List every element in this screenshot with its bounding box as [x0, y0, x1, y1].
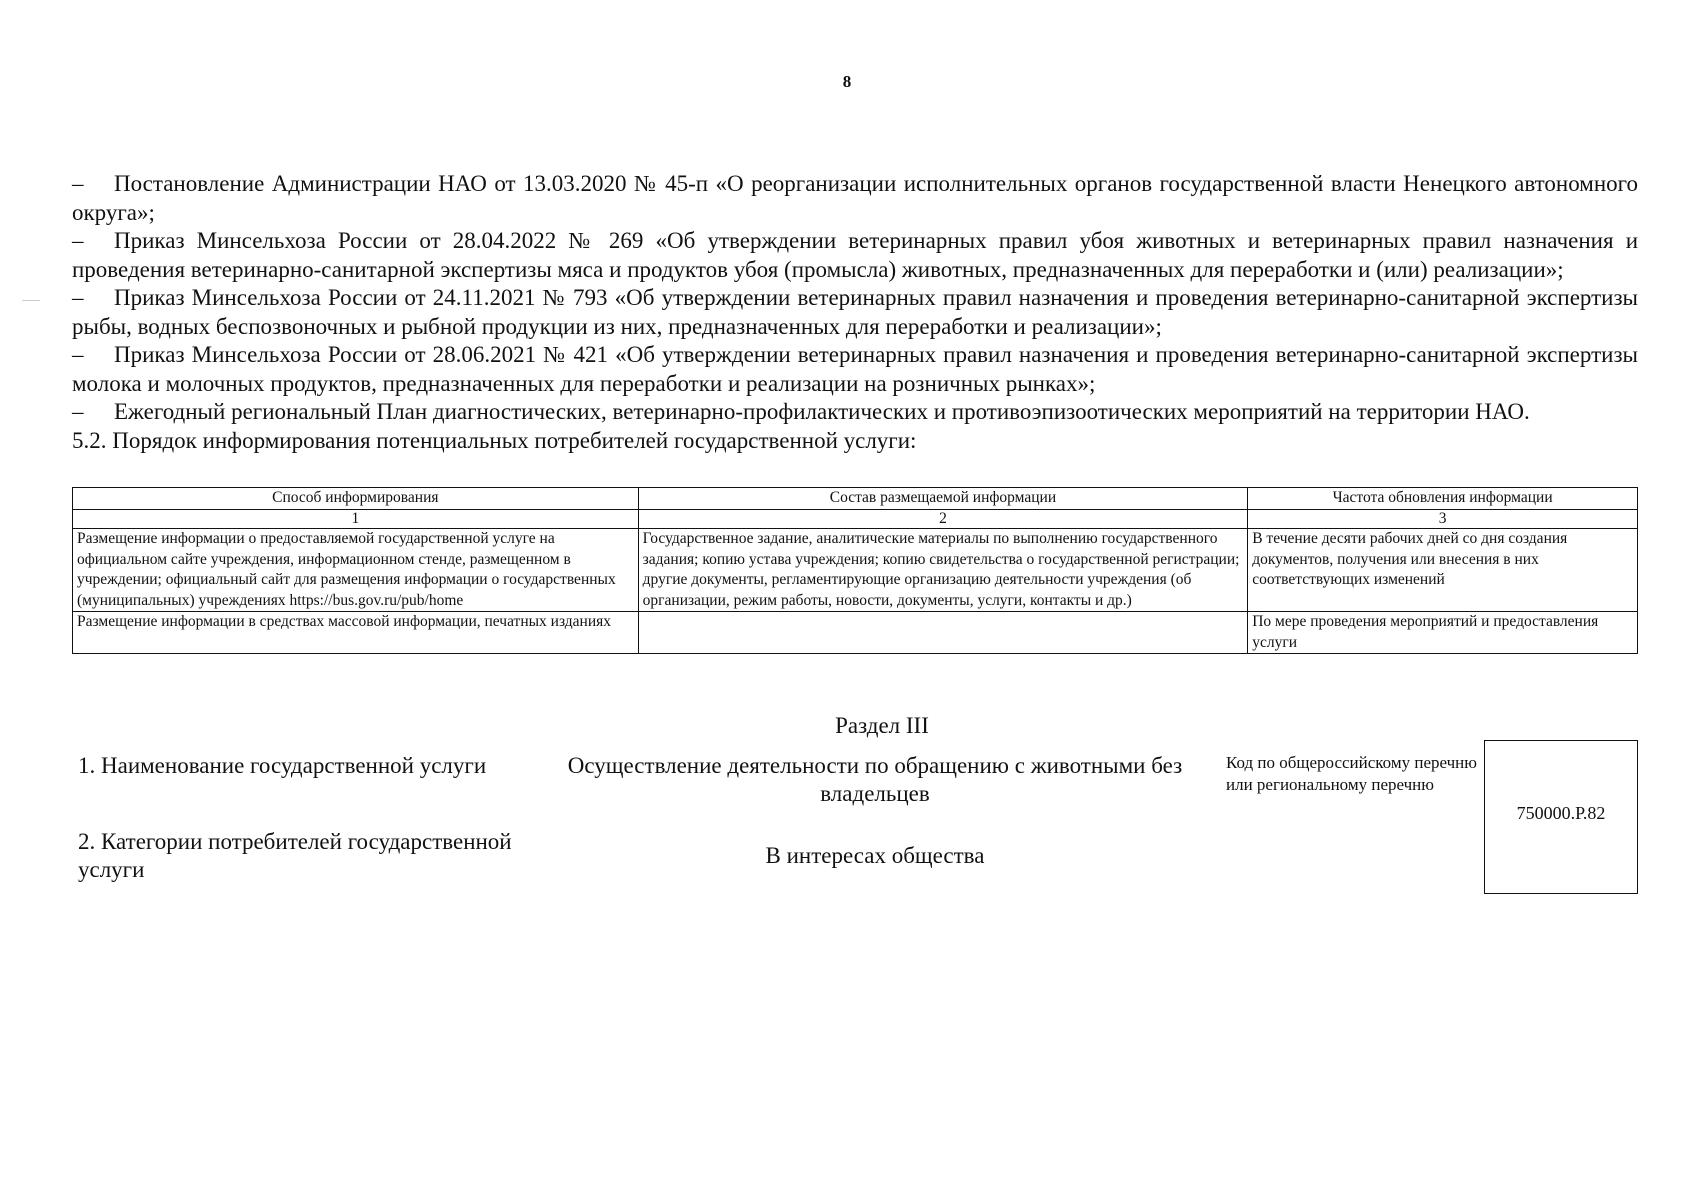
table-column-number: 3	[1248, 510, 1638, 529]
list-dash: –	[72, 228, 84, 253]
list-dash: –	[72, 399, 84, 424]
list-item	[72, 284, 1638, 341]
registry-code-value: 750000.Р.82	[1516, 803, 1606, 823]
table-cell: По мере проведения мероприятий и предоставления услуги	[1248, 612, 1638, 654]
scan-mark	[22, 300, 40, 301]
table-header-cell: Частота обновления информации	[1248, 488, 1638, 510]
list-item-text: Приказ Минсельхоза России от 28.04.2022 № 269 «Об утверждении ветеринарных правил убоя животных и ветеринарных правил назначения и проведения ветеринарно-санитарной экспертизы мяса и продуктов убоя (промысла) животных, предназначенных для переработки и (или) реализации»;	[72, 228, 1638, 282]
table-number-row	[73, 510, 1638, 529]
table-cell: Государственное задание, аналитические материалы по выполнению государственного задания; копию устава учреждения; копию свидетельства о государственной регистрации; другие документы, регламентирующие организацию деятельности учреждения (об организации, режим работы, новости, документы, услуги, контакты и др.)	[638, 529, 1248, 612]
page-number: 8	[842, 72, 852, 91]
service-name-value: Осуществление деятельности по обращению с животными без владельцев	[567, 753, 1183, 806]
list-item	[72, 341, 1638, 398]
list-item	[72, 227, 1638, 284]
list-item-text: Приказ Минсельхоза России от 28.06.2021 № 421 «Об утверждении ветеринарных правил назначения и проведения ветеринарно-санитарной экспертизы молока и молочных продуктов, предназначенных для переработки и реализации на розничных рынках»;	[72, 342, 1638, 396]
table-column-number: 1	[73, 510, 639, 529]
list-dash: –	[72, 342, 84, 367]
list-item	[72, 398, 1638, 427]
legal-acts-list	[72, 170, 1638, 455]
consumer-category-label: 2. Категории потребителей государственной услуги	[78, 829, 512, 882]
list-item-text: Ежегодный региональный План диагностических, ветеринарно-профилактических и противоэпизоотических мероприятий на территории НАО.	[114, 399, 1530, 424]
table-cell: Размещение информации в средствах массовой информации, печатных изданиях	[73, 612, 639, 654]
table-cell: Размещение информации о предоставляемой государственной услуге на официальном сайте учреждения, информационном стенде, размещенном в учреждении; официальный сайт для размещения информации о государственных (муниципальных) учреждениях https://bus.gov.ru/pub/home	[73, 529, 639, 612]
registry-code-label: Код по общероссийскому перечню или региональному перечню	[1226, 753, 1477, 794]
table-column-number: 2	[638, 510, 1248, 529]
section-5-2-heading: 5.2. Порядок информирования потенциальных потребителей государственной услуги:	[72, 427, 917, 453]
consumer-category-value: В интересах общества	[765, 843, 985, 868]
list-dash: –	[72, 171, 84, 196]
table-header-cell: Состав размещаемой информации	[638, 488, 1248, 510]
table-row	[73, 612, 1638, 654]
information-table	[72, 487, 1638, 654]
registry-code-box	[1484, 740, 1638, 894]
service-name-label: 1. Наименование государственной услуги	[78, 753, 487, 778]
table-row	[73, 529, 1638, 612]
section-title: Раздел III	[835, 713, 929, 738]
list-item-text: Приказ Минсельхоза России от 24.11.2021 № 793 «Об утверждении ветеринарных правил назначения и проведения ветеринарно-санитарной экспертизы рыбы, водных беспозвоночных и рыбной продукции из них, предназначенных для переработки и реализации»;	[72, 285, 1638, 339]
table-header-cell: Способ информирования	[73, 488, 639, 510]
list-item	[72, 170, 1638, 227]
list-item-text: Постановление Администрации НАО от 13.03.2020 № 45-п «О реорганизации исполнительных органов государственной власти Ненецкого автономного округа»;	[72, 171, 1638, 225]
list-dash: –	[72, 285, 84, 310]
table-cell	[638, 612, 1248, 654]
table-cell: В течение десяти рабочих дней со дня создания документов, получения или внесения в них соответствующих изменений	[1248, 529, 1638, 612]
table-header-row	[73, 488, 1638, 510]
